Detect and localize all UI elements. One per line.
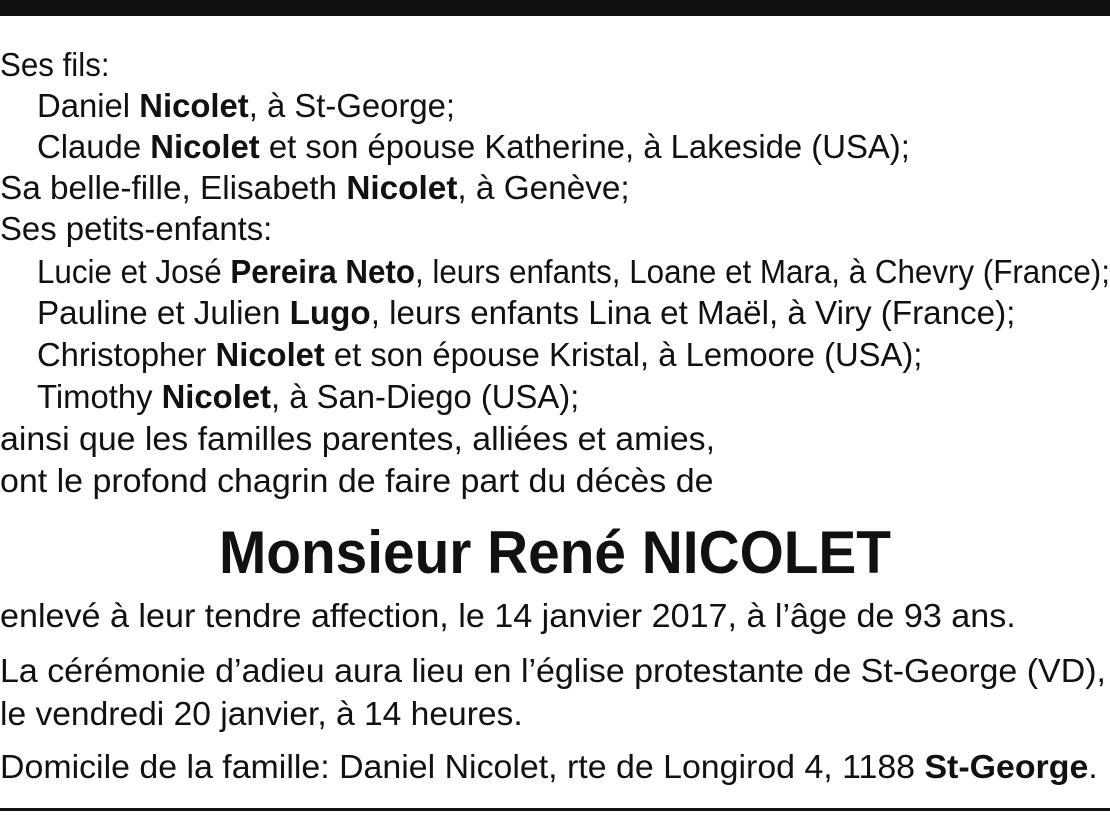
surname: Nicolet [139, 87, 249, 124]
surname: St-George [924, 748, 1089, 785]
text-run: et son épouse Katherine, à Lakeside (USA); [259, 128, 910, 165]
text-run: enlevé à leur tendre affection, le 14 janvier 2017, à l’âge de 93 ans. [0, 597, 1016, 634]
text-run: Claude [37, 128, 151, 165]
text-run: , leurs enfants, Loane et Mara, à Chevry (France); [414, 253, 1110, 290]
text-run: Ses fils: [0, 46, 110, 83]
text-run: . [1088, 748, 1098, 785]
ceremony-date-line [0, 693, 523, 735]
family-line [0, 208, 272, 250]
family-line [37, 292, 1015, 334]
family-line [37, 126, 910, 168]
surname: Nicolet [346, 169, 458, 206]
text-run: le vendredi 20 janvier, à 14 heures. [0, 695, 523, 732]
text-run: , à San-Diego (USA); [271, 378, 580, 415]
surname: Lugo [289, 294, 371, 331]
text-run: Timothy [37, 378, 162, 415]
text-run: Lucie et José [37, 253, 231, 290]
surname: Nicolet [161, 378, 272, 415]
bottom-border [0, 808, 1110, 811]
text-run: Sa belle-fille, Elisabeth [0, 169, 347, 206]
family-line [37, 334, 922, 376]
text-run: , à Genève; [457, 169, 630, 206]
surname: Nicolet [150, 128, 260, 165]
text-run: Pauline et Julien [37, 294, 290, 331]
text-run: Christopher [37, 336, 216, 373]
surname: Nicolet [215, 336, 325, 373]
family-line [37, 251, 1110, 293]
surname: Pereira Neto [230, 253, 415, 290]
deceased-name: Monsieur René NICOLET [218, 519, 891, 586]
text-run: , leurs enfants Lina et Maël, à Viry (France); [370, 294, 1016, 331]
text-run: Domicile de la famille: Daniel Nicolet, rte de Longirod 4, 1188 [0, 748, 925, 785]
text-run: ont le profond chagrin de faire part du décès de [0, 462, 714, 499]
ceremony-line [0, 650, 1106, 692]
death-date-line [0, 595, 1016, 637]
family-line [0, 167, 630, 209]
text-run: ainsi que les familles parentes, alliées et amies, [0, 420, 716, 457]
family-address-line [0, 746, 1098, 788]
family-line [0, 418, 715, 460]
text-run: , à St-George; [248, 87, 456, 124]
text-run: Daniel [37, 87, 140, 124]
text-run: Ses petits-enfants: [0, 210, 273, 247]
family-line [37, 376, 579, 418]
family-line [0, 44, 110, 86]
text-run: La cérémonie d’adieu aura lieu en l’église protestante de St-George (VD), [0, 652, 1106, 689]
family-line [37, 85, 455, 127]
text-run: et son épouse Kristal, à Lemoore (USA); [324, 336, 923, 373]
family-line [0, 460, 713, 502]
